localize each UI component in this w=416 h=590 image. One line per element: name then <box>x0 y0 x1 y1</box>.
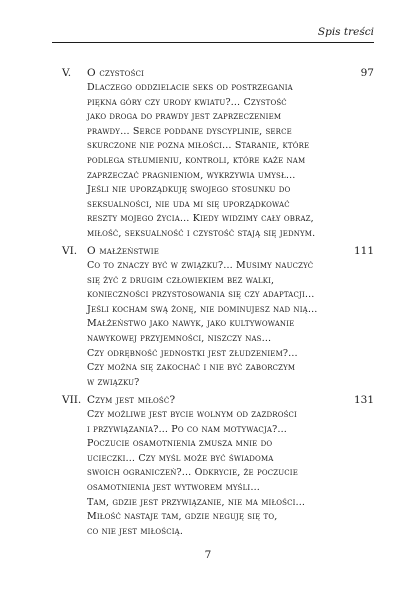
chapter-title: O czystości <box>87 67 145 79</box>
summary-line: Czy możliwe jest bycie wolnym od zazdrości <box>87 409 297 420</box>
summary-line: Czy można się zakochać i nie być zaborczym <box>87 362 296 374</box>
summary-line: Miłość nastaje tam, gdzie neguję się to, <box>87 511 278 523</box>
summary-line: Dlaczego oddzielacie seks od postrzegania <box>87 82 293 93</box>
summary-line: się żyć z drugim człowiekiem bez walki, <box>87 274 275 286</box>
summary-line: jako droga do prawdy jest zaprzeczeniem <box>87 111 282 123</box>
summary-line: i przywiązania?… Po co nam motywacja?… <box>87 423 287 435</box>
summary-line: co nie jest miłością. <box>87 525 184 537</box>
summary-line: Tam, gdzie jest przywiązanie, nie ma miłości… <box>87 496 306 508</box>
summary-line: seksualności, nie uda mi się uporządkować <box>87 198 290 210</box>
toc-entry-chapter-7 <box>62 393 374 539</box>
summary-line: swoich ograniczeń?… Odkrycie, że poczucie <box>87 467 298 479</box>
running-head: Spis treści <box>317 26 374 38</box>
summary-line: Co to znaczy być w związku?… Musimy nauczyć <box>87 260 314 271</box>
page-number: 7 <box>204 549 212 561</box>
toc-entry-heading <box>62 244 374 259</box>
summary-line: osamotnienia jest wytworem myśli… <box>87 481 260 493</box>
summary-line: Czy odrębność jednostki jest złudzeniem?… <box>87 347 298 359</box>
chapter-page-number: 111 <box>353 245 374 257</box>
summary-line: ucieczki… Czy myśl może być świadoma <box>87 452 274 464</box>
summary-line: piękna góry czy urody kwiatu?… Czystość <box>87 96 287 108</box>
toc-entry-heading <box>62 393 374 408</box>
summary-line: Małżeństwo jako nawyk, jako kultywowanie <box>87 318 295 330</box>
chapter-title: Czym jest miłość? <box>87 394 176 406</box>
summary-line: zaprzeczać pragnieniom, wykrzywia umysł… <box>87 169 296 181</box>
header-rule <box>52 42 374 43</box>
chapter-page-number: 131 <box>353 394 374 406</box>
summary-line: Jeśli kocham swą żonę, nie dominujesz nad nią… <box>87 303 318 315</box>
summary-line: konieczności przystosowania się czy adaptacji… <box>87 289 315 301</box>
summary-line: skurczone nie pozna miłości… Staranie, które <box>87 140 310 152</box>
summary-line: Jeśli nie uporządkuję swojego stosunku do <box>87 184 291 196</box>
summary-line: podlega stłumieniu, kontroli, które każe nam <box>87 154 306 166</box>
summary-line: nawykowej przyjemności, niszczy nas… <box>87 332 272 344</box>
summary-line: miłość, seksualność i czystość stają się jednym. <box>87 227 316 239</box>
summary-line: w związku? <box>87 376 140 388</box>
chapter-summary <box>87 408 374 539</box>
summary-line: reszty mojego życia… Kiedy widzimy cały obraz, <box>87 213 314 225</box>
summary-line: prawdy… Serce poddane dyscyplinie, serce <box>87 125 292 137</box>
chapter-number: VI. <box>62 245 78 257</box>
summary-line: Poczucie osamotnienia zmusza mnie do <box>87 438 273 450</box>
chapter-summary <box>87 259 374 390</box>
chapter-number: VII. <box>62 394 82 406</box>
chapter-number: V. <box>62 67 72 79</box>
chapter-page-number: 97 <box>360 67 374 79</box>
toc-entry-heading <box>62 66 374 81</box>
chapter-summary <box>87 81 374 242</box>
toc-entry-chapter-5 <box>62 66 374 242</box>
chapter-title: O małżeństwie <box>87 245 160 257</box>
toc-entry-chapter-6 <box>62 244 374 390</box>
